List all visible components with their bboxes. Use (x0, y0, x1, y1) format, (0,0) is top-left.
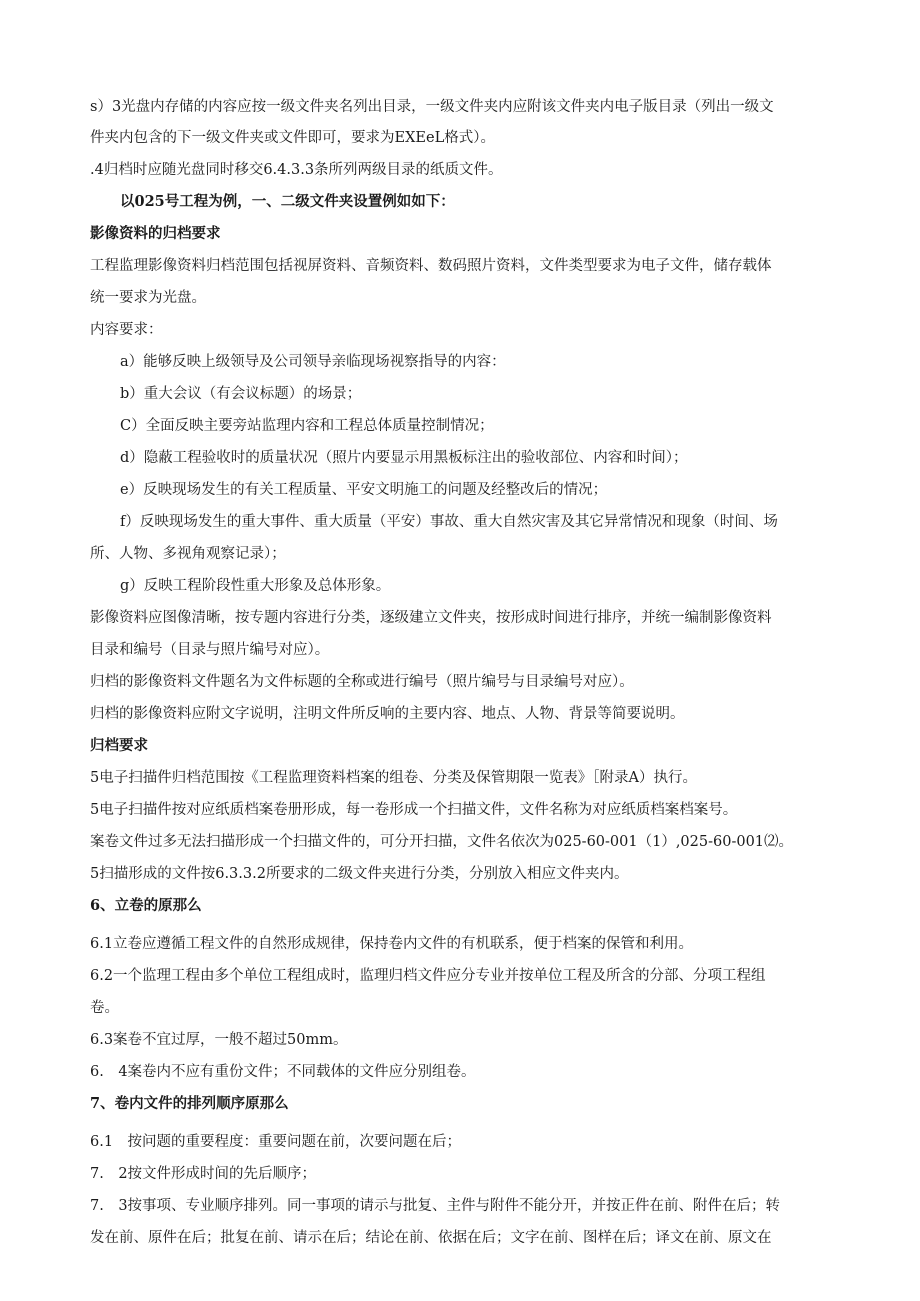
list-item-g: g）反映工程阶段性重大形象及总体形象。 (120, 578, 391, 594)
text-line-6-4: 6. 4案卷内不应有重份文件；不同载体的文件应分别组卷。 (90, 1064, 476, 1080)
text-line-6-2-continued: 卷。 (90, 1000, 119, 1016)
section-heading-image-archive: 影像资料的归档要求 (90, 225, 221, 242)
text-line-excel-format: 件夹内包含的下一级文件夹或文件即可，要求为EXEeL格式）。 (90, 130, 495, 146)
content-requirements-label: 内容要求： (90, 322, 163, 338)
list-item-f: f）反映现场发生的重大事件、重大质量（平安）事故、重大自然灾害及其它异常情况和现象（时间、场 (120, 514, 778, 530)
text-line-directory-numbering: 目录和编号（目录与照片编号对应）。 (90, 642, 330, 658)
text-line-file-title: 归档的影像资料文件题名为文件标题的全称或进行编号（照片编号与目录编号对应）。 (90, 674, 634, 690)
text-line-order-time: 7. 2按文件形成时间的先后顺序； (90, 1166, 317, 1182)
text-line-split-scan: 案卷文件过多无法扫描形成一个扫描文件的，可分开扫描，文件名依次为025-60-001（1）,025-60-001⑵。 (90, 834, 794, 850)
text-line-6-3: 6.3案卷不宜过厚，一般不超过50mm。 (90, 1032, 348, 1048)
section-heading-archive-requirements: 归档要求 (90, 737, 148, 754)
list-item-a: a）能够反映上级领导及公司领导亲临现场视察指导的内容： (120, 354, 506, 370)
section-heading-order-principles: 7、卷内文件的排列顺序原那么 (90, 1095, 289, 1112)
text-line-6-2: 6.2一个监理工程由多个单位工程组成时，监理归档文件应分专业并按单位工程及所含的分部、分项工程组 (90, 968, 766, 984)
text-line-6-1: 6.1立卷应遵循工程文件的自然形成规律，保持卷内文件的有机联系，便于档案的保管和利用。 (90, 936, 694, 952)
text-line-order-subject-continued: 发在前、原件在后；批复在前、请示在后；结论在前、依据在后；文字在前、图样在后；译文在前、原文在 (90, 1230, 772, 1246)
text-line-text-description: 归档的影像资料应附文字说明，注明文件所反响的主要内容、地点、人物、背景等简要说明。 (90, 706, 685, 722)
text-line-archive-directory: s）3光盘内存储的内容应按一级文件夹名列出目录，一级文件夹内应附该文件夹内电子版目录（列出一级文 (90, 99, 774, 115)
text-line-scan-folder: 5扫描形成的文件按6.3.3.2所要求的二级文件夹进行分类，分别放入相应文件夹内。 (90, 866, 629, 882)
list-item-f-continued: 所、人物、多视角观察记录）； (90, 546, 286, 562)
list-item-e: e）反映现场发生的有关工程质量、平安文明施工的问题及经整改后的情况； (120, 482, 608, 498)
text-line-image-clarity: 影像资料应图像清晰，按专题内容进行分类，逐级建立文件夹，按形成时间进行排序，并统一编制影像资料 (90, 610, 772, 626)
list-item-d: d）隐蔽工程验收时的质量状况（照片内要显示用黑板标注出的验收部位、内容和时间）； (120, 450, 688, 466)
text-line-paper-files: .4归档时应随光盘同时移交6.4.3.3条所列两级目录的纸质文件。 (90, 162, 503, 178)
list-item-b: b）重大会议（有会议标题）的场景； (120, 386, 362, 402)
list-item-c: C）全面反映主要旁站监理内容和工程总体质量控制情况； (120, 418, 494, 434)
text-line-scan-volume: 5电子扫描件按对应纸质档案卷册形成，每一卷形成一个扫描文件，文件名称为对应纸质档案档案号。 (90, 802, 738, 818)
text-line-scan-scope: 5电子扫描件归档范围按《工程监理资料档案的组卷、分类及保管期限一览表》［附录A）执行。 (90, 770, 697, 786)
text-line-image-scope: 工程监理影像资料归档范围包括视屏资料、音频资料、数码照片资料，文件类型要求为电子文件，储存载体 (90, 258, 772, 274)
example-heading: 以025号工程为例，一、二级文件夹设置例如如下： (120, 193, 455, 210)
section-heading-filing-principles: 6、立卷的原那么 (90, 897, 202, 914)
text-line-order-importance: 6.1 按问题的重要程度：重要问题在前，次要问题在后； (90, 1134, 462, 1150)
text-line-order-subject: 7. 3按事项、专业顺序排列。同一事项的请示与批复、主件与附件不能分开，并按正件在前、附件在后；转 (90, 1198, 781, 1214)
text-line-disc-carrier: 统一要求为光盘。 (90, 290, 206, 306)
